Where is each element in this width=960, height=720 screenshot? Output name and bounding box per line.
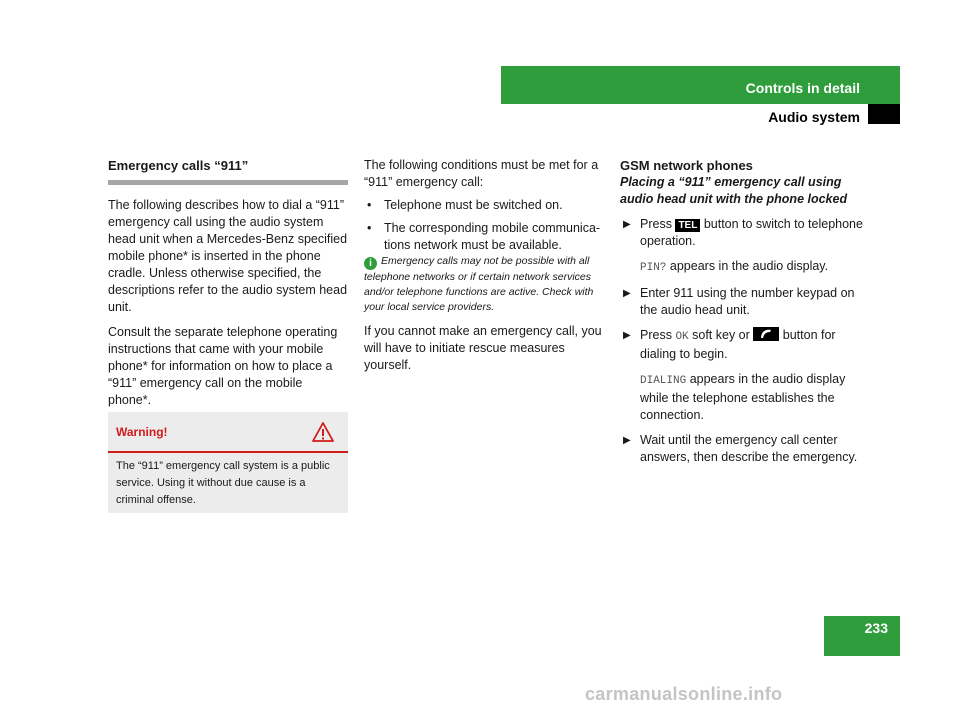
- list-item: • Telephone must be switched on.: [367, 198, 563, 212]
- header-marker: [868, 104, 900, 124]
- heading-rule: [108, 180, 348, 185]
- paragraph: The following describes how to dial a “911” emergency call using the audio system head unit when a Mercedes-Benz specified mobile phone* is inserted in the phone cradle. Unless otherwise specified, the descriptions refer to the audio system head unit.: [108, 198, 348, 314]
- column-2: [364, 157, 604, 374]
- warning-text: The “911” emergency call system is a public service. Using it without due cause is a criminal offense.: [116, 460, 330, 506]
- info-icon: i: [364, 257, 377, 270]
- gsm-heading: GSM network phones: [620, 158, 753, 173]
- paragraph: The following conditions must be met for a “911” emergency call:: [364, 158, 599, 189]
- warning-title: Warning!: [116, 425, 168, 439]
- triangle-bullet-icon: ▶: [623, 288, 631, 299]
- paragraph: If you cannot make an emergency call, you will have to initiate rescue measures yourself.: [364, 324, 602, 372]
- tel-key: TEL: [675, 219, 700, 232]
- ok-softkey: OK: [675, 331, 689, 343]
- subsection-title: Audio system: [768, 109, 860, 125]
- step-item: ▶ Enter 911 using the number keypad on the audio head unit.: [623, 286, 855, 317]
- warning-rule: [108, 451, 348, 453]
- column-3: [620, 157, 865, 466]
- triangle-bullet-icon: ▶: [623, 219, 631, 230]
- warning-box: [108, 412, 348, 513]
- triangle-bullet-icon: ▶: [623, 330, 631, 341]
- triangle-bullet-icon: ▶: [623, 435, 631, 446]
- step-item: ▶ Press TEL button to switch to telephone operation.: [623, 217, 863, 248]
- step-item: ▶ Press OK soft key or button for dialing to begin.: [623, 328, 836, 361]
- watermark: carmanualsonline.info: [585, 684, 783, 704]
- step-note: PIN? appears in the audio display.: [640, 259, 829, 274]
- paragraph: Consult the separate telephone operating instructions that came with your mobile phone* for information on how to place a “911” emergency call on the mobile phone*.: [108, 325, 338, 407]
- info-note: i Emergency calls may not be possible with all telephone networks or if certain network services and/or telephone functions are active. Check with your local service providers.: [364, 255, 594, 313]
- page-number: 233: [864, 620, 888, 636]
- emergency-heading: Emergency calls “911”: [108, 158, 249, 173]
- page-number-box: [824, 616, 900, 656]
- section-title: Controls in detail: [745, 80, 860, 96]
- column-1: [108, 157, 348, 409]
- subheading: Placing a “911” emergency call using audio head unit with the phone locked: [620, 175, 848, 206]
- list-item: • The corresponding mobile communica-tions network must be available.: [367, 221, 601, 252]
- phone-send-icon: [753, 327, 779, 341]
- warning-triangle-icon: [312, 422, 334, 447]
- step-item: ▶ Wait until the emergency call center answers, then describe the emergency.: [623, 433, 858, 464]
- step-note: DIALING appears in the audio display while the telephone establishes the connection.: [640, 372, 846, 422]
